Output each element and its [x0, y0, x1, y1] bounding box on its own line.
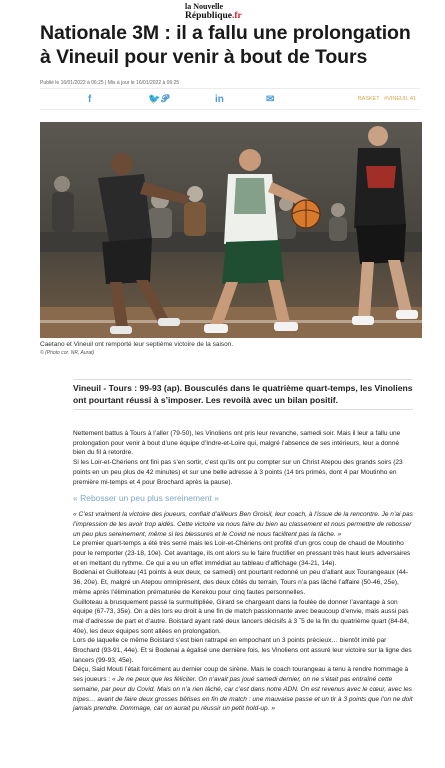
- tag-prefix: #: [384, 96, 388, 102]
- logo-name: République: [185, 11, 232, 21]
- section-subhead: « Rebosser un peu plus sereinement »: [73, 493, 220, 504]
- tag-list: [355, 96, 416, 102]
- paragraph-text: Déçu, Said Mouti l’était forcément au dernier coup de sirène. Mais le coach tourangeau a tenu à rendre hommage à ses joueurs :: [73, 666, 409, 684]
- photo-credit: © (Photo cor. NR, Aurat): [40, 350, 95, 356]
- logo-line2: [185, 11, 269, 21]
- publish-meta: Publié le 16/01/2022 à 06:25 | Mis à jour le 16/01/2022 à 06:25: [40, 80, 180, 86]
- spectator: [54, 176, 70, 192]
- paragraph: Si les Loir-et-Chériens ont fini pas s’en sortir, c’est qu’ils ont pu compter sur un Christ Atepou des grands soirs (23 points en un peu plus de 42 minutes) et sur une belle adresse à 3 points (14 tirs primés, dont 4 par Moutinho en première mi-temps et 4 pour Brochard après la pause).: [73, 459, 403, 486]
- article-intro: Vineuil - Tours : 99-93 (ap). Bousculés dans le quatrième quart-temps, les Vinoliens ont pourtant réussi à s’imposer. Les revoilà avec un bilan positif.: [73, 379, 413, 410]
- email-icon[interactable]: ✉: [266, 94, 275, 105]
- logo-line1: la Nouvelle: [185, 2, 223, 11]
- tag-vineuil[interactable]: VINEUIL 41: [387, 96, 416, 102]
- spectator: [331, 203, 345, 217]
- facebook-icon[interactable]: f: [88, 94, 92, 105]
- twitter-icon[interactable]: 🐦: [148, 94, 161, 105]
- paragraph: [73, 665, 413, 714]
- paragraph: Lors de laquelle ce même Boistard s’est bien rattrapé en empochant un 3 points précieux… bientôt imité par Brochard (93-91, 44e). Et si Bodenai a égalisé une dernière fois, les Vinoliens ont assuré leur victoire sur la ligne des lancers (99-93, 45e).: [73, 637, 412, 664]
- logo-tld: .fr: [232, 11, 242, 21]
- basketball-scene: [40, 122, 422, 338]
- pinterest-icon[interactable]: 𝓟: [161, 94, 169, 105]
- paragraph: Guilloteau a brusquement passé la surmultipliée, Girard se chargeant dans la foulée de donner l’avantage à son équipe (67-73, 35e). On a dès lors eu droit à une fin de match passionnante avec beaucoup d’envie, mais aussi pas mal d’adresse de part et d’autre. Boistard ayant raté deux lancers décisifs à 3 ˝5 de la fin du quatrième quart (84-84, 40e), les deux équipes sont allées en prolongation.: [73, 598, 409, 635]
- quote-paragraph: « C’est vraiment la victoire des joueurs, confiait d’ailleurs Ben Groisil, leur coach, à l’issue de la rencontre. Je n’ai pas l’impression de les avoir trop aidés. Cette victoire va nous faire du bien au classement et nous permettre de rebosser un peu plus sereinement, même si les blessures et le Covid ne nous facilitent pas la tâche. »: [73, 511, 413, 538]
- paragraph: Bodenai et Guilloteau (41 points à eux deux, ce samedi) ont pourtant redonné un peu d’allant aux Tourangeaux (44-36, 20e). Et, malgré un Atepou omniprésent, des deux côtés du terrain, Tours n’a pas lâché l’affaire (50-46, 25e), même après l’élimination prématurée de Kerekou pour cinq fautes personnelles.: [73, 569, 409, 596]
- inline-quote: « Je ne peux que les féliciter. On n’avait pas joué samedi dernier, on ne s’était pas entraîné cette semaine, par peur du Covid. Mais on n’a rien lâché, car c’est dans notre ADN. On est revenus avec le cœur, avec les tripes… avant de faire deux grosses bêtises en fin de match : une mauvaise passe et un tir à 3 points que l’on ne doit jamais prendre. Dommage, car on aurait pu réussir un petit hold-up. »: [73, 676, 413, 713]
- site-logo[interactable]: [185, 3, 269, 21]
- article-photo[interactable]: [40, 122, 422, 338]
- linkedin-icon[interactable]: in: [215, 94, 224, 105]
- paragraph: Nettement battus à Tours à l’aller (79-50), les Vinoliens ont pris leur revanche, samedi soir. Mais il leur a fallu une prolongation pour venir à bout d’une équipe d’Indre-et-Loire qui, malgré l’absence de ses intérieurs, leur a donné bien du fil à retordre.: [73, 430, 401, 457]
- spectator: [187, 186, 203, 202]
- article-title: Nationale 3M : il a fallu une prolongation à Vineuil pour venir à bout de Tours: [40, 22, 411, 68]
- share-bar: [40, 88, 420, 110]
- article-body: [73, 429, 413, 714]
- tag-basket[interactable]: BASKET: [357, 96, 380, 102]
- photo-caption: Caetano et Vineuil ont remporté leur septième victoire de la saison.: [40, 341, 234, 348]
- paragraph: Le premier quart-temps a été très serré mais les Loir-et-Chériens ont profité d’un gros coup de chaud de Moutinho pour le remporter (23-18, 10e). Cet avantage, ils ont alors su le faire fructifier en pressant très haut leurs adversaires et en mettant du rythme. Ce qui a eu un effet immédiat au tableau d’affichage (34-21, 14e).: [73, 540, 411, 567]
